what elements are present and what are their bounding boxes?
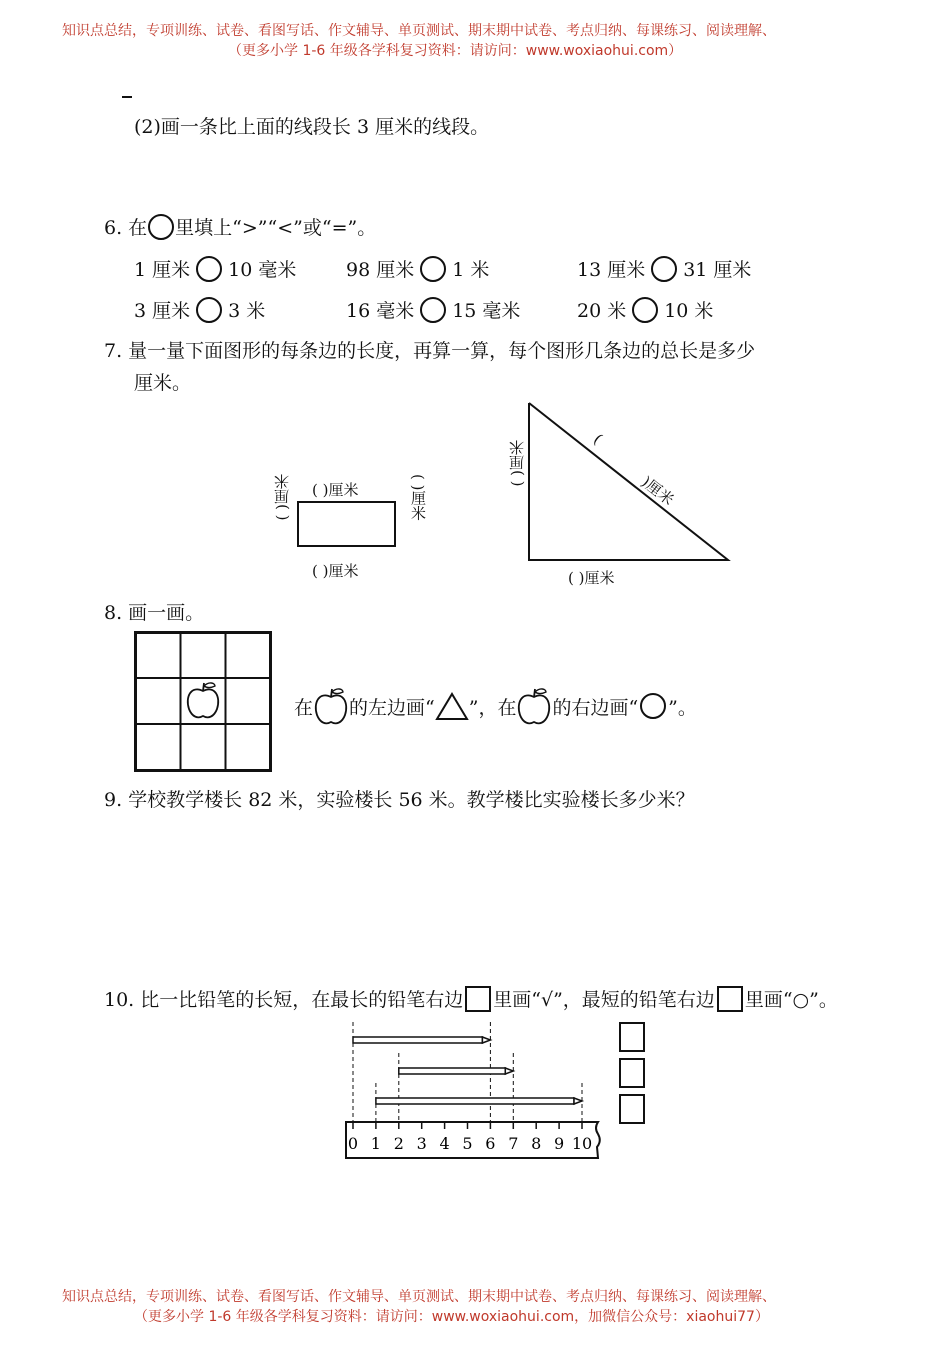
pencil-tip <box>574 1098 582 1104</box>
answer-circle[interactable] <box>196 256 222 282</box>
triangle-icon <box>435 691 469 721</box>
q6-item-right: 10 米 <box>664 300 714 322</box>
rect-bottom-label: ( )厘米 <box>312 562 359 580</box>
square-icon <box>717 986 743 1012</box>
q6-instruction <box>104 213 376 240</box>
ruler-tick-label: 7 <box>508 1134 519 1153</box>
q8-text-a: 在 <box>294 696 314 719</box>
q6-item-right: 31 厘米 <box>683 259 752 281</box>
ruler-tick-label: 3 <box>416 1134 427 1153</box>
q10-instruction <box>104 985 838 1012</box>
ruler-tick-label: 9 <box>554 1134 565 1153</box>
apple-icon <box>188 683 218 717</box>
q6-item-4 <box>134 296 265 323</box>
triangle-outline <box>529 403 728 560</box>
answer-circle[interactable] <box>632 297 658 323</box>
rectangle-figure <box>297 501 396 547</box>
answer-circle[interactable] <box>420 297 446 323</box>
q9-text: 9. 学校教学楼长 82 米，实验楼长 56 米。教学楼比实验楼长多少米？ <box>104 789 695 811</box>
q10-part-2: 里画“√”，最短的铅笔右边 <box>493 989 715 1011</box>
q6-item-right: 10 毫米 <box>228 259 297 281</box>
q8-text-b: 的左边画“ <box>349 696 435 719</box>
answer-circle[interactable] <box>651 256 677 282</box>
q6-item-left: 1 厘米 <box>134 259 191 281</box>
q10-part-3: 里画“○”。 <box>744 989 838 1011</box>
rect-left-label: ( )厘米 <box>273 474 291 521</box>
triangle-hyp-open: ( <box>590 430 606 448</box>
ruler-tick-label: 2 <box>393 1134 404 1153</box>
ruler-tick-label: 6 <box>485 1134 496 1153</box>
circle-icon <box>148 214 174 240</box>
triangle-left-label: ( )厘米 <box>508 440 526 487</box>
q8-title: 8. 画一画。 <box>104 602 205 624</box>
circle-icon <box>640 693 666 719</box>
q10-part-1: 10. 比一比铅笔的长短，在最长的铅笔右边 <box>104 989 464 1011</box>
q6-item-right: 15 毫米 <box>452 300 521 322</box>
ruler-tick-label: 10 <box>571 1134 593 1153</box>
pencil-tip <box>482 1037 490 1043</box>
answer-box-2[interactable] <box>619 1058 645 1088</box>
q6-item-1 <box>134 255 296 282</box>
triangle-hyp-label: )厘米 <box>637 472 678 510</box>
square-icon <box>465 986 491 1012</box>
footer-line-2: （更多小学 1-6 年级各学科复习资料：请访问：www.woxiaohui.com，加微信公众号：xiaohui77） <box>134 1309 769 1325</box>
q8-text-c: ”，在 <box>468 696 517 719</box>
ruler-tick-label: 8 <box>531 1134 542 1153</box>
triangle-figure <box>490 395 740 595</box>
header-line-1: 知识点总结，专项训练、试卷、看图写话、作文辅导、单页测试、期末期中试卷、考点归纳、每课练习、阅读理解、 <box>62 23 776 39</box>
stray-mark <box>122 96 132 98</box>
answer-circle[interactable] <box>420 256 446 282</box>
ruler-tick-label: 4 <box>439 1134 450 1153</box>
pencil-ruler-figure <box>340 1015 610 1165</box>
q6-item-left: 20 米 <box>577 300 627 322</box>
rect-top-label: ( )厘米 <box>312 481 359 499</box>
ruler-ticks <box>348 1122 592 1153</box>
footer-line-1: 知识点总结，专项训练、试卷、看图写话、作文辅导、单页测试、期末期中试卷、考点归纳、每课练习、阅读理解、 <box>62 1289 776 1305</box>
apple-icon <box>313 686 349 726</box>
ruler-tick-label: 0 <box>347 1134 359 1153</box>
q6-item-left: 16 毫米 <box>346 300 415 322</box>
pencil-body <box>376 1098 574 1104</box>
apple-icon <box>516 686 552 726</box>
pencil-layer <box>353 1022 582 1122</box>
ruler-tick-label: 5 <box>462 1134 473 1153</box>
q6-item-right: 3 米 <box>228 300 266 322</box>
q6-item-left: 13 厘米 <box>577 259 646 281</box>
q6-item-3 <box>577 255 751 282</box>
q8-text-e: ”。 <box>668 696 697 719</box>
q6-prefix: 6. 在 <box>104 217 148 239</box>
q5-part2-text: (2)画一条比上面的线段长 3 厘米的线段。 <box>134 116 490 138</box>
header-line-2: （更多小学 1-6 年级各学科复习资料：请访问：www.woxiaohui.com） <box>228 43 683 59</box>
answer-box-1[interactable] <box>619 1022 645 1052</box>
q8-text-d: 的右边画“ <box>552 696 639 719</box>
answer-circle[interactable] <box>196 297 222 323</box>
grid-3x3 <box>134 631 274 773</box>
pencil-tip <box>505 1068 513 1074</box>
q6-item-left: 98 厘米 <box>346 259 415 281</box>
q6-item-left: 3 厘米 <box>134 300 191 322</box>
q8-instruction <box>294 686 697 726</box>
q6-item-2 <box>346 255 489 282</box>
q6-item-5 <box>346 296 520 323</box>
pencil-body <box>353 1037 482 1043</box>
triangle-bottom-label: ( )厘米 <box>568 569 615 587</box>
answer-box-3[interactable] <box>619 1094 645 1124</box>
q6-suffix: 里填上“>”“<”或“=”。 <box>175 217 377 239</box>
q7-line-1: 7. 量一量下面图形的每条边的长度，再算一算，每个图形几条边的总长是多少 <box>104 340 756 362</box>
rect-right-label: ( )厘米 <box>409 474 427 521</box>
pencil-body <box>399 1068 506 1074</box>
q6-item-6 <box>577 296 713 323</box>
q6-item-right: 1 米 <box>452 259 490 281</box>
ruler-tick-label: 1 <box>370 1134 381 1153</box>
q7-line-2: 厘米。 <box>134 372 192 394</box>
